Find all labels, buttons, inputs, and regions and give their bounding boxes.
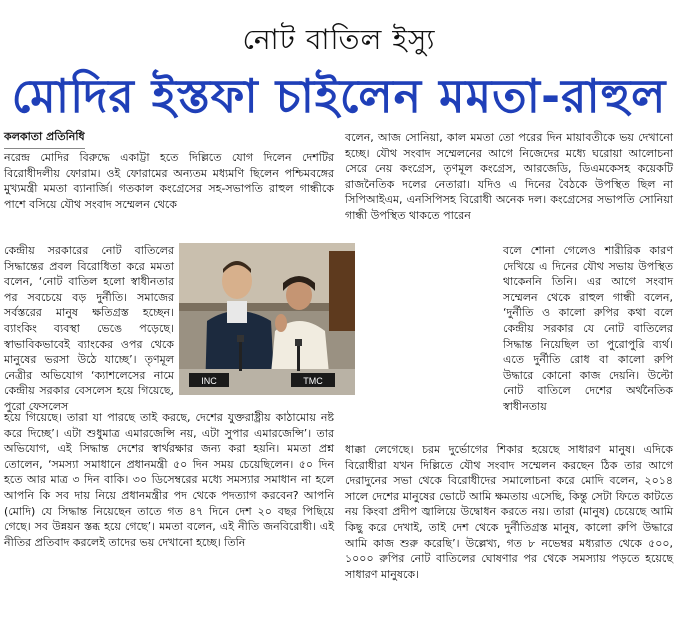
paragraph-mamata-quote: কেন্দ্রীয় সরকারের নোট বাতিলের সিদ্ধান্তের প্রবল বিরোধিতা করে মমতা বলেন, ‘নোট বাতিল হলো স্বাধীনতার পর সবচেয়ে বড় দুর্নীতি। সমাজের সর্বস্তরের মানুষ ক্ষতিগ্রস্ত হচ্ছেন। ব্যাংকিং ব্যবস্থা ভেঙে পড়েছে। স্বাভাবিকভাবেই ব্যাংকের ওপর থেকে মানুষের ভরসা উঠে যাচ্ছে’। তৃণমূল নেত্রীর অভিযোগ ‘ক্যাশলেসের নামে কেন্দ্রীয় সরকার বেসলেস হয়ে গিয়েছে, পুরো ফেসলেস [4, 244, 174, 413]
paragraph-rahul-quote: বলে শোনা গেলেও শারীরিক কারণ দেখিয়ে এ দিনের যৌথ সভায় উপস্থিত থাকেননি তিনি। এর আগে সংবাদ সম্মেলন থেকে রাহুল গান্ধী বলেন, ‘দুর্নীতি ও কালো রুপির কথা বলে কেন্দ্রীয় সরকার যে নোট বাতিলের সিদ্ধান্ত নিয়েছিল তা পুরোপুরি ব্যর্থ। এতে দুর্নীতি রোধ বা কালো রুপি উদ্ধারে কোনো কাজ দেয়নি। উল্টো নোট বাতিলে দেশের অর্থনৈতিক স্বাধীনতায় [503, 244, 673, 413]
byline: কলকাতা প্রতিনিধি [4, 128, 85, 149]
kicker: নোট বাতিল ইস্যু [242, 23, 436, 56]
paragraph-mamata-continued: হয়ে গিয়েছে। তারা যা পারছে তাই করছে, দেশের যুক্তরাষ্ট্রীয় কাঠামোয় নষ্ট করে দিচ্ছে’। এটা শুধুমাত্র এমারজেন্সি নয়, এটা সুপার এমারজেন্সি’। তার অভিযোগ, এই সিদ্ধান্ত দেশের স্বার্থরক্ষার জন্য করা হয়নি। মমতা প্রশ্ন তোলেন, ‘সমস্যা সমাধানে প্রধানমন্ত্রী ৫০ দিন সময় চেয়েছিলেন। ৫০ দিন হতে আর মাত্র ৩ দিন বাকি। ৩০ ডিসেম্বরের মধ্যে সমস্যার সমাধান না হলে আপনি কি সব দায় নিয়ে প্রধানমন্ত্রীর পদ থেকে পদত্যাগ করবেন? আপনি (মোদি) যে সিদ্ধান্ত নিয়েছেন তাতে গত ৪৭ দিনে দেশ ২০ বছর পিছিয়ে গেছে। সব উন্নয়ন স্তব্ধ হয়ে গেছে’। মমতা বলেন, এই নীতি জনবিরোধী। এই নীতির প্রতিবাদ করলেই তাদের ভয় দেখানো হচ্ছে। তিনি [4, 411, 334, 549]
headline: মোদির ইস্তফা চাইলেন মমতা-রাহুল [11, 69, 667, 123]
paragraph-right-bottom: ধাক্কা লেগেছে। চরম দুর্ভোগের শিকার হয়েছে সাধারণ মানুষ। এদিকে বিরোধীরা যখন দিল্লিতে যৌথ সংবাদ সম্মেলন করছেন ঠিক তার আগে দেরাদুনের সভা থেকে বিরোধীদের সমালোচনা করে মোদি বলেন, ২০১৪ সালে দেশের মানুষের ভোটে আমি ক্ষমতায় এসেছি, কিন্তু সেটা ফিতে কাটতে নয় কিংবা প্রদীপ জ্বালিয়ে উদ্বোধন করতে নয়। তারা (মানুষ) চেয়েছে আমি কিছু করে দেখাই, তাই দেশ থেকে দুর্নীতিগ্রস্ত মানুষ, কালো রুপি উদ্ধারে আমি কাজ শুরু করেছি’। উল্লেখ্য, গত ৮ নভেম্বর মধ্যরাত থেকে ৫০০, ১০০০ রুপির নোট বাতিলের ঘোষণার পর থেকে সমস্যায় পড়তে হয়েছে সাধারণ মানুষকে। [345, 443, 673, 581]
placard-right: TMC [303, 376, 323, 386]
paragraph-intro: নরেন্দ্র মোদির বিরুদ্ধে একাট্টা হতে দিল্লিতে যোগ দিলেন দেশটির বিরোধীদলীয় ফোরাম। ওই ফোরামের অন্যতম মধ্যমণি ছিলেন পশ্চিমবঙ্গের মুখ্যমন্ত্রী মমতা ব্যানার্জি। গতকাল কংগ্রেসের সহ-সভাপতি রাহুল গান্ধীকে পাশে বসিয়ে যৌথ সংবাদ সম্মেলন থেকে [4, 151, 334, 211]
placard-left: INC [201, 376, 217, 386]
press-conference-photo [179, 243, 355, 395]
paragraph-right-top: বলেন, আজ সোনিয়া, কাল মমতা তো পরের দিন মায়াবতীকে ভয় দেখানো হচ্ছে। যৌথ সংবাদ সম্মেলনের আগে নিজেদের মধ্যে ঘরোয়া আলোচনা সেরে নেয় কংগ্রেস, তৃণমূল কংগ্রেস, আরজেডি, ডিএমকেসহ কয়েকটি রাজনৈতিক দলের নেতারা। যদিও এ দিনের বৈঠকে উপস্থিত ছিল না সিপিআইএম, এনসিপিসহ বিরোধী অনেক দল। কংগ্রেসের সভাপতি সোনিয়া গান্ধী উপস্থিত থাকতে পারেন [345, 131, 673, 222]
